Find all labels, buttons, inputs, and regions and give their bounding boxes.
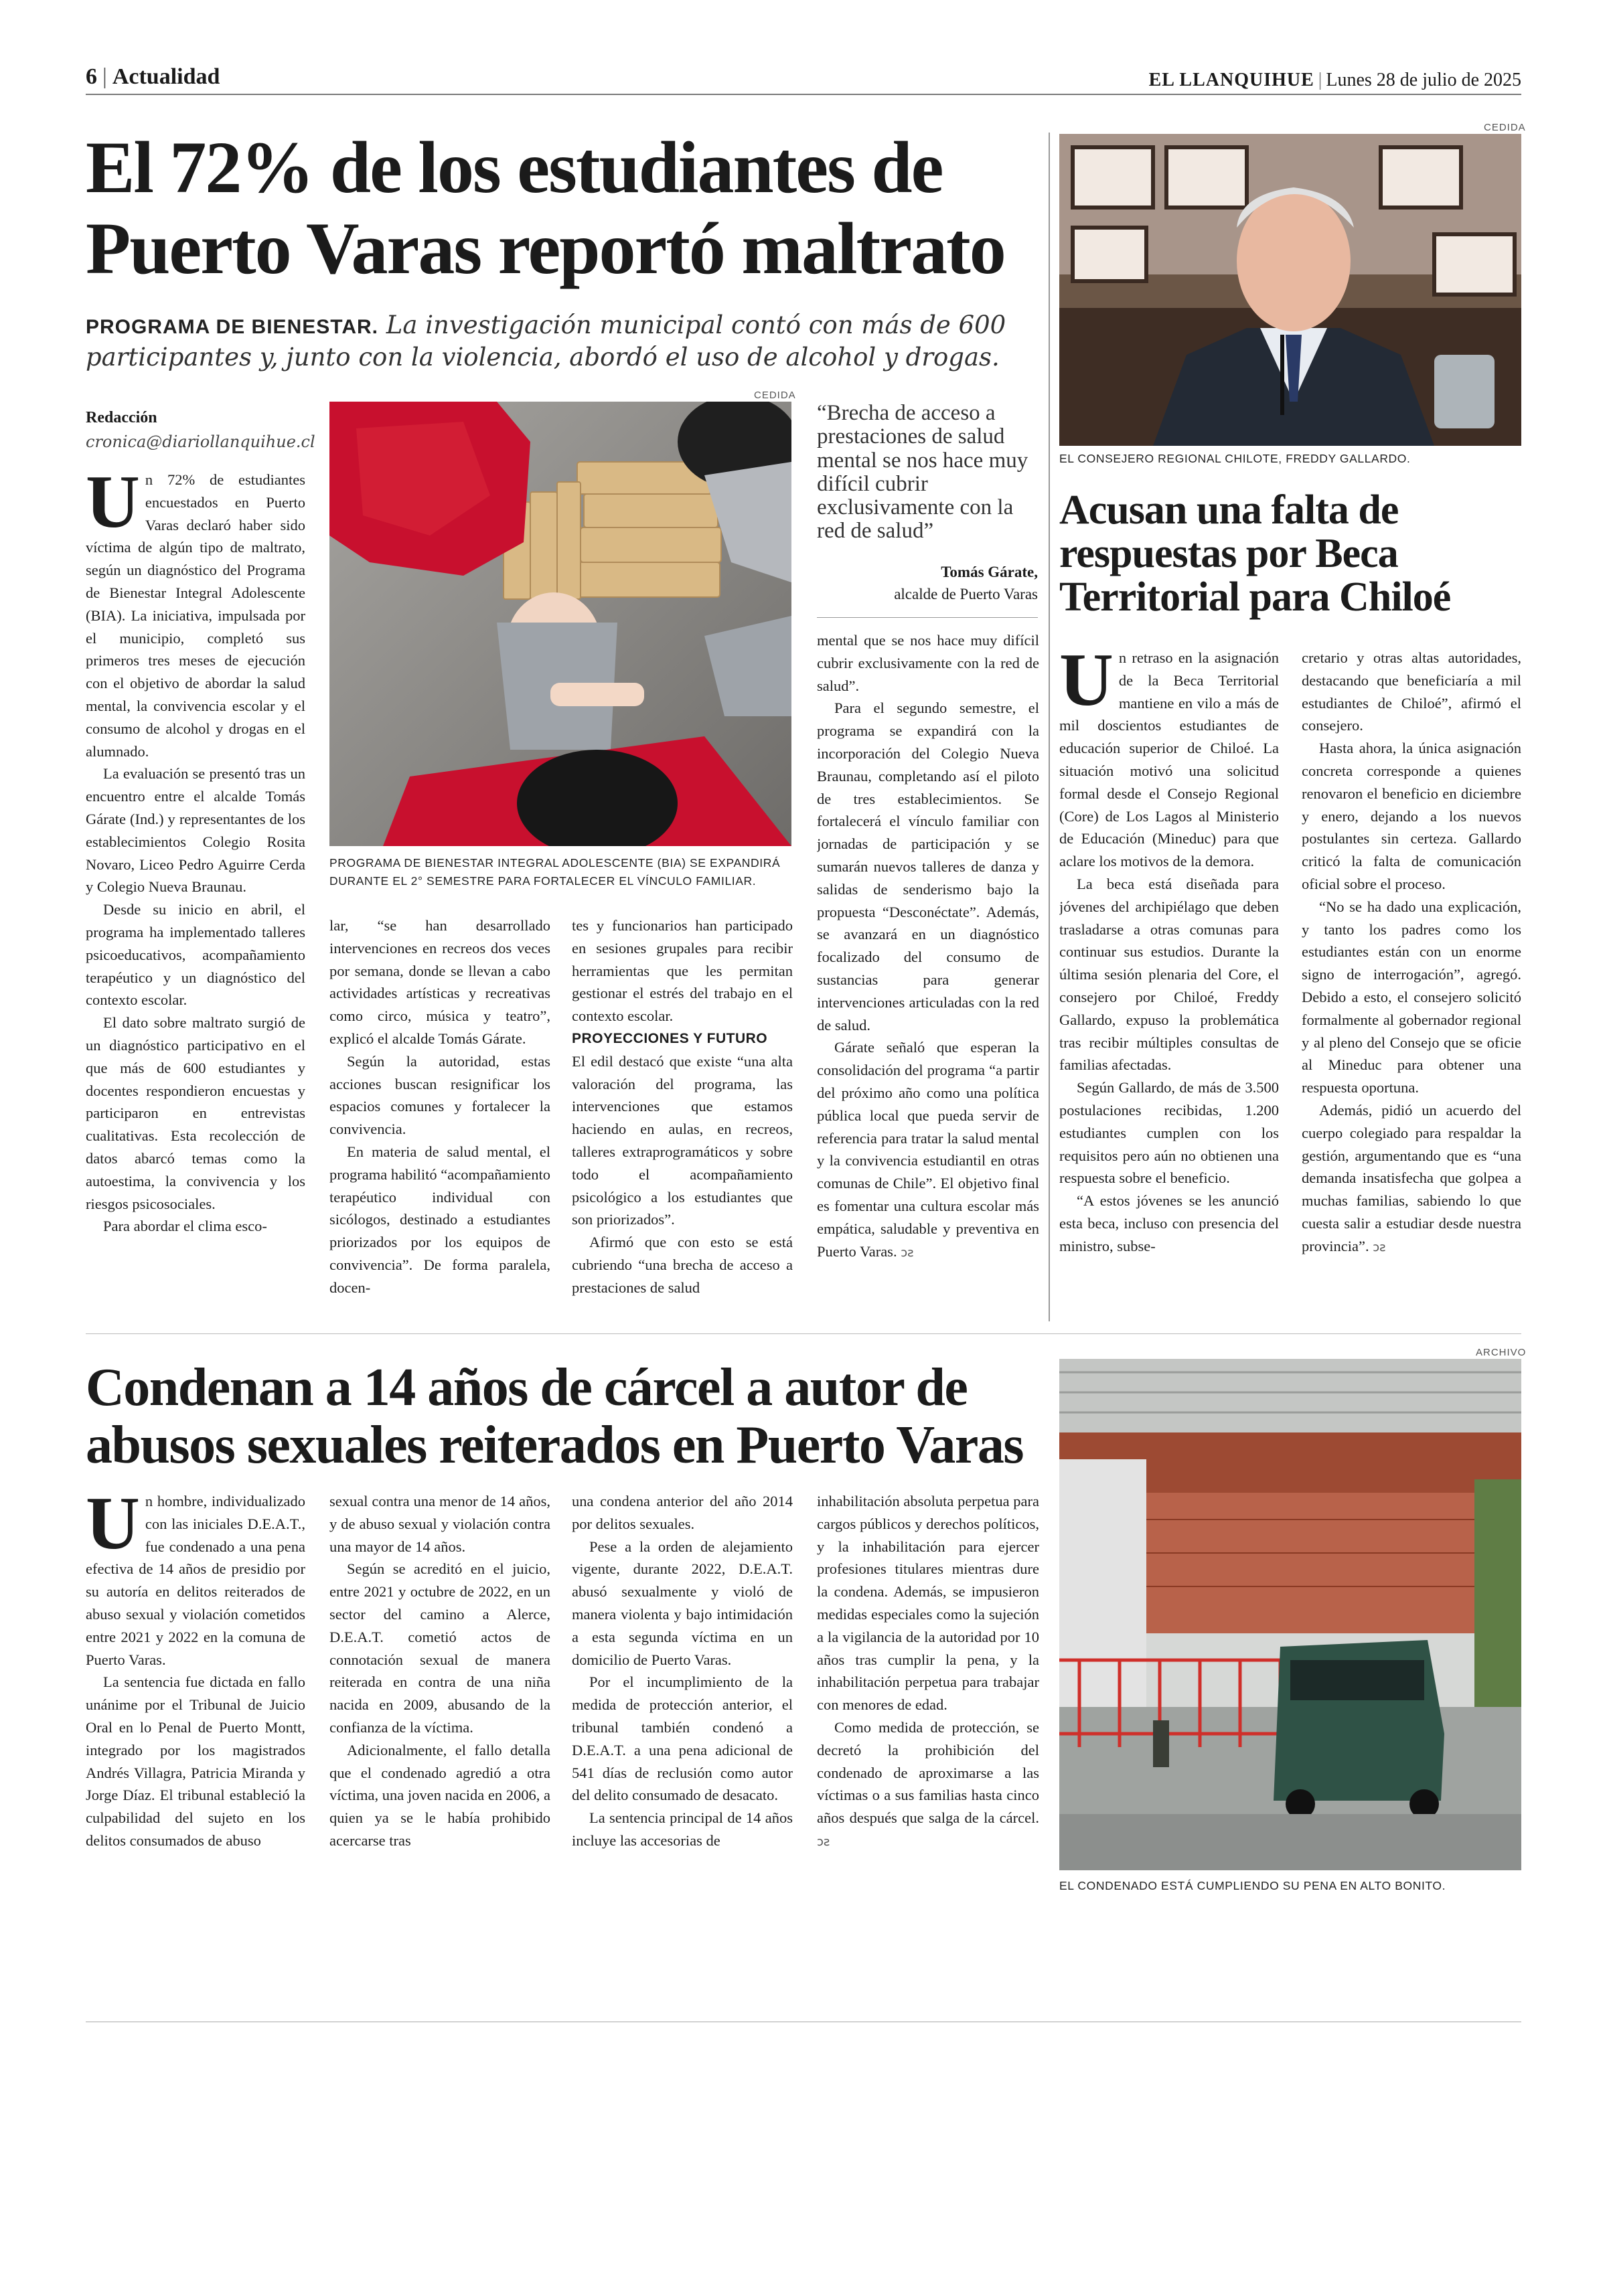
- article3-column-1: [86, 1490, 305, 1925]
- article3-column-2: [329, 1490, 550, 1925]
- header-separator: |: [1318, 70, 1322, 90]
- paragraph-text: Gárate señaló que esperan la consolidación del programa “a partir del próximo año como una política pública local que pueda servir de referencia para tratar la salud mental y la convivencia estudiantil en otras comunas de Chile”. El objetivo final es fomentar una cultura escolar más empática, saludable y preventiva en Puerto Varas.: [817, 1039, 1039, 1260]
- section-name: Actualidad: [112, 64, 220, 89]
- paragraph: La sentencia principal de 14 años incluye las accesorias de: [572, 1809, 793, 1849]
- main-headline: El 72% de los estudiantes de Puerto Varas reportó maltrato: [86, 127, 1005, 289]
- paragraph-text: n retraso en la asignación de la Beca Territorial mantiene en vilo a más de mil doscientos estudiantes de educación superior de Chiloé. La situación motivó una solicitud formal desde el Consejo Regional (Core) de Los Lagos al Ministerio de Educación (Mineduc) para que aclare los motivos de la demora.: [1059, 649, 1279, 870]
- paragraph: El dato sobre maltrato surgió de un diagnóstico participativo en el que más de 600 estudiantes y docentes respondieron encuestas y participaron en entrevistas cualitativas. Esta recolección de datos abarcó temas como la autoestima, la convivencia y los riesgos psicosociales.: [86, 1014, 305, 1212]
- pull-quote: “Brecha de acceso a prestaciones de salud mental se nos hace muy difícil cubrir exclusivamente con la red de salud”: [817, 401, 1028, 544]
- paragraph: La beca está diseñada para jóvenes del archipiélago que deben trasladarse a otras comunas para continuar sus estudios. Durante la última sesión plenaria del Core, el consejero por Chiloé, Freddy Gallardo, expuso la problemática tras recibir múltiples consultas de familias afectadas.: [1059, 875, 1279, 1074]
- drop-cap: U: [86, 469, 140, 544]
- article2-column-2: [1302, 647, 1521, 1321]
- paragraph: La evaluación se presentó tras un encuentro entre el alcalde Tomás Gárate (Ind.) y representantes de los establecimientos Colegio Rosita Novaro, Liceo Pedro Aguirre Cerda y Colegio Nueva Braunau.: [86, 765, 305, 896]
- header-separator: |: [102, 64, 107, 89]
- pull-quote-author: [817, 561, 1038, 606]
- students-photo-illustration: [329, 402, 791, 846]
- paragraph-text: Como medida de protección, se decretó la prohibición del condenado de aproximarse a las víctimas o a sus familias hasta cinco años después que salga de la cárcel.: [817, 1718, 1039, 1827]
- page-number: 6: [86, 64, 97, 89]
- councilor-photo: [1059, 134, 1521, 446]
- lede-text: La investigación municipal contó con más de 600 participantes y, junto con la violencia, abordó el uso de alcohol y drogas.: [86, 311, 1006, 372]
- paragraph: lar, “se han desarrollado intervenciones en recreos dos veces por semana, donde se llevan a cabo actividades artísticas y recreativas como circo, música y teatro”, explicó el alcalde Tomás Gárate.: [329, 917, 550, 1047]
- end-mark-icon: ↄƨ: [901, 1245, 914, 1260]
- end-mark-icon: ↄƨ: [1373, 1240, 1386, 1254]
- article-lede: [86, 309, 1043, 374]
- header-rule: [86, 94, 1521, 95]
- byline-name: Redacción: [86, 409, 157, 426]
- paragraph: Según se acreditó en el juicio, entre 2021 y octubre de 2022, en un sector del camino a Alerce, D.E.A.T. cometió actos de connotación sexual de manera reiterada en contra de una niña nacida en 2009, abusando de la confianza de la víctima.: [329, 1560, 550, 1736]
- quote-author-name: Tomás Gárate,: [941, 564, 1038, 580]
- paragraph-text: n 72% de estudiantes encuestados en Puerto Varas declaró haber sido víctima de algún tipo de maltrato, según un diagnóstico del Programa de Bienestar Integral Adolescente (BIA). La iniciativa, impulsada por el municipio, completó sus primeros tres meses de ejecución con el objetivo de abordar la salud mental, la convivencia escolar y el consumo de alcohol y drogas en el alumnado.: [86, 471, 305, 760]
- paragraph: El edil destacó que existe “una alta valoración del programa, las intervenciones que estamos haciendo en aulas, en recreos, talleres extraprogramáticos y sobre todo el acompañamiento psicológico a los estudiantes que son priorizados”.: [572, 1052, 793, 1228]
- paragraph-text: n hombre, individualizado con las iniciales D.E.A.T., fue condenado a una pena efectiva de 14 años de presidio por su autoría en delitos reiterados de abuso sexual y violación cometidos entre 2021 y 2022 en la comuna de Puerto Varas.: [86, 1493, 305, 1668]
- section-divider: [86, 1333, 1521, 1334]
- paragraph: Para abordar el clima esco-: [103, 1218, 267, 1235]
- article3-headline: Condenan a 14 años de cárcel a autor de abusos sexuales reiterados en Puerto Varas: [86, 1358, 1023, 1475]
- article1-column-2: [329, 914, 550, 1321]
- article-kicker: PROGRAMA DE BIENESTAR.: [86, 316, 379, 338]
- paragraph-text: Además, pidió un acuerdo del cuerpo colegiado para respaldar la gestión, argumentando que es “una demanda insatisfecha que golpea a muchas familias, sabiendo lo que cuesta salir a estudiar desde nuestra provincia”.: [1302, 1101, 1521, 1254]
- councilor-photo-illustration: [1059, 134, 1521, 446]
- photo-caption: EL CONSEJERO REGIONAL CHILOTE, FREDDY GALLARDO.: [1059, 452, 1411, 465]
- paragraph: Según la autoridad, estas acciones buscan resignificar los espacios comunes y fortalecer la convivencia.: [329, 1052, 550, 1138]
- paragraph: Hasta ahora, la única asignación concreta corresponde a quienes renovaron el beneficio en diciembre y enero, dejando a los nuevos postulantes sin certeza. Gallardo criticó la falta de comunicación oficial sobre el proceso.: [1302, 740, 1521, 892]
- page-dateline: [1149, 70, 1521, 91]
- issue-date: Lunes 28 de julio de 2025: [1326, 70, 1521, 90]
- paragraph: Adicionalmente, el fallo detalla que el condenado agredió a otra víctima, una joven nacida en 2006, a quien ya se le había prohibido acercarse tras: [329, 1741, 550, 1849]
- prison-photo: [1059, 1359, 1521, 1870]
- section-subhead: PROYECCIONES Y FUTURO: [572, 1030, 768, 1046]
- quote-author-role: alcalde de Puerto Varas: [894, 586, 1038, 603]
- article2-column-1: [1059, 647, 1279, 1321]
- article3-column-4: [817, 1490, 1039, 1925]
- paragraph: una condena anterior del año 2014 por delitos sexuales.: [572, 1493, 793, 1532]
- paragraph: Pese a la orden de alejamiento vigente, durante 2022, D.E.A.T. abusó sexualmente y violó de manera violenta y bajo intimidación a esta segunda víctima en un domicilio de Puerto Varas.: [572, 1538, 793, 1668]
- paragraph: En materia de salud mental, el programa habilitó “acompañamiento terapéutico individual con sicólogos, destinado a estudiantes priorizados por los equipos de convivencia”. De forma paralela, docen-: [329, 1143, 550, 1296]
- byline: [86, 406, 315, 454]
- prison-photo-illustration: [1059, 1359, 1521, 1870]
- drop-cap: U: [1059, 647, 1114, 722]
- paragraph: tes y funcionarios han participado en sesiones grupales para recibir herramientas que les permitan gestionar el estrés del trabajo en el contexto escolar.: [572, 917, 793, 1025]
- article1-column-4: [817, 629, 1039, 1321]
- photo-credit: CEDIDA: [754, 390, 796, 401]
- paragraph: Para el segundo semestre, el programa se expandirá con la incorporación del Colegio Nueva Braunau, completando así el piloto de tres establecimientos. Se fortalecerá el vínculo familiar con jornadas de participación y se sumarán nuevos talleres de danza y salidas de senderismo bajo la propuesta “Desconéctate”. Además, se avanzará en un diagnóstico focalizado del consumo de sustancias para generar intervenciones articuladas con la red de salud.: [817, 700, 1039, 1034]
- byline-email: cronica@diariollanquihue.cl: [86, 432, 315, 451]
- paragraph: “No se ha dado una explicación, y tanto los padres como los estudiantes están con un enorme signo de interrogación”, agregó. Debido a esto, el consejero solicitó formalmente al gobernador regional y al pleno del Consejo que se oficie al Mineduc para obtener una respuesta oportuna.: [1302, 898, 1521, 1096]
- article1-column-3: [572, 914, 793, 1321]
- drop-cap: U: [86, 1490, 140, 1565]
- paragraph: La sentencia fue dictada en fallo unánime por el Tribunal de Juicio Oral en lo Penal de Puerto Montt, integrado por los magistrados Andrés Villagra, Patricia Miranda y Jorge Díaz. El tribunal estableció la culpabilidad del sujeto en los delitos consumados de abuso: [86, 1673, 305, 1849]
- paragraph: [1302, 1099, 1521, 1259]
- paragraph: Afirmó que con esto se está cubriendo “una brecha de acceso a prestaciones de salud: [572, 1234, 793, 1296]
- article1-column-1: [86, 469, 305, 1319]
- paragraph: [86, 469, 305, 762]
- column-divider: [1049, 133, 1050, 1321]
- article3-column-3: [572, 1490, 793, 1925]
- paragraph: [1059, 647, 1279, 873]
- quote-rule: [817, 617, 1038, 618]
- paragraph: inhabilitación absoluta perpetua para cargos públicos y derechos políticos, y la inhabilitación para ejercer profesiones titulares mientras dure la condena. Además, se impusieron medidas especiales como la sujeción a la vigilancia de la autoridad por 10 años tras cumplir la pena, y la inhabilitación perpetua para trabajar con menores de edad.: [817, 1493, 1039, 1714]
- photo-caption: PROGRAMA DE BIENESTAR INTEGRAL ADOLESCENTE (BIA) SE EXPANDIRÁ DURANTE EL 2° SEMESTRE PARA FORTALECER EL VÍNCULO FAMILIAR.: [329, 856, 781, 888]
- paragraph: mental que se nos hace muy difícil cubrir exclusivamente con la red de salud”.: [817, 632, 1039, 694]
- paragraph: [86, 1490, 305, 1671]
- paragraph: [817, 1036, 1039, 1264]
- paragraph: sexual contra una menor de 14 años, y de abuso sexual y violación contra una mayor de 14 años.: [329, 1493, 550, 1555]
- page-section-header: [86, 64, 220, 90]
- paragraph: Por el incumplimiento de la medida de protección anterior, el tribunal también condenó a D.E.A.T. a una pena adicional de 541 días de reclusión como autor del delito consumado de desacato.: [572, 1673, 793, 1804]
- newspaper-name: EL LLANQUIHUE: [1148, 70, 1314, 90]
- paragraph: Según Gallardo, de más de 3.500 postulaciones recibidas, 1.200 estudiantes cumplen con los requisitos pero aún no obtienen una respuesta sobre el beneficio.: [1059, 1079, 1279, 1187]
- paragraph: Desde su inicio en abril, el programa ha implementado talleres psicoeducativos, acompañamiento terapéutico y un diagnóstico del contexto escolar.: [86, 901, 305, 1009]
- article2-headline: Acusan una falta de respuestas por Beca Territorial para Chiloé: [1059, 487, 1451, 621]
- photo-credit: ARCHIVO: [1476, 1347, 1527, 1358]
- students-photo: [329, 402, 791, 846]
- paragraph: [817, 1716, 1039, 1854]
- end-mark-icon: ↄƨ: [817, 1834, 830, 1849]
- photo-caption: EL CONDENADO ESTÁ CUMPLIENDO SU PENA EN ALTO BONITO.: [1059, 1879, 1446, 1892]
- paragraph: cretario y otras altas autoridades, destacando que beneficiaría a mil estudiantes de Chiloé”, afirmó el consejero.: [1302, 649, 1521, 734]
- photo-credit: CEDIDA: [1484, 122, 1526, 133]
- paragraph: “A estos jóvenes se les anunció esta beca, incluso con presencia del ministro, subse-: [1059, 1192, 1279, 1254]
